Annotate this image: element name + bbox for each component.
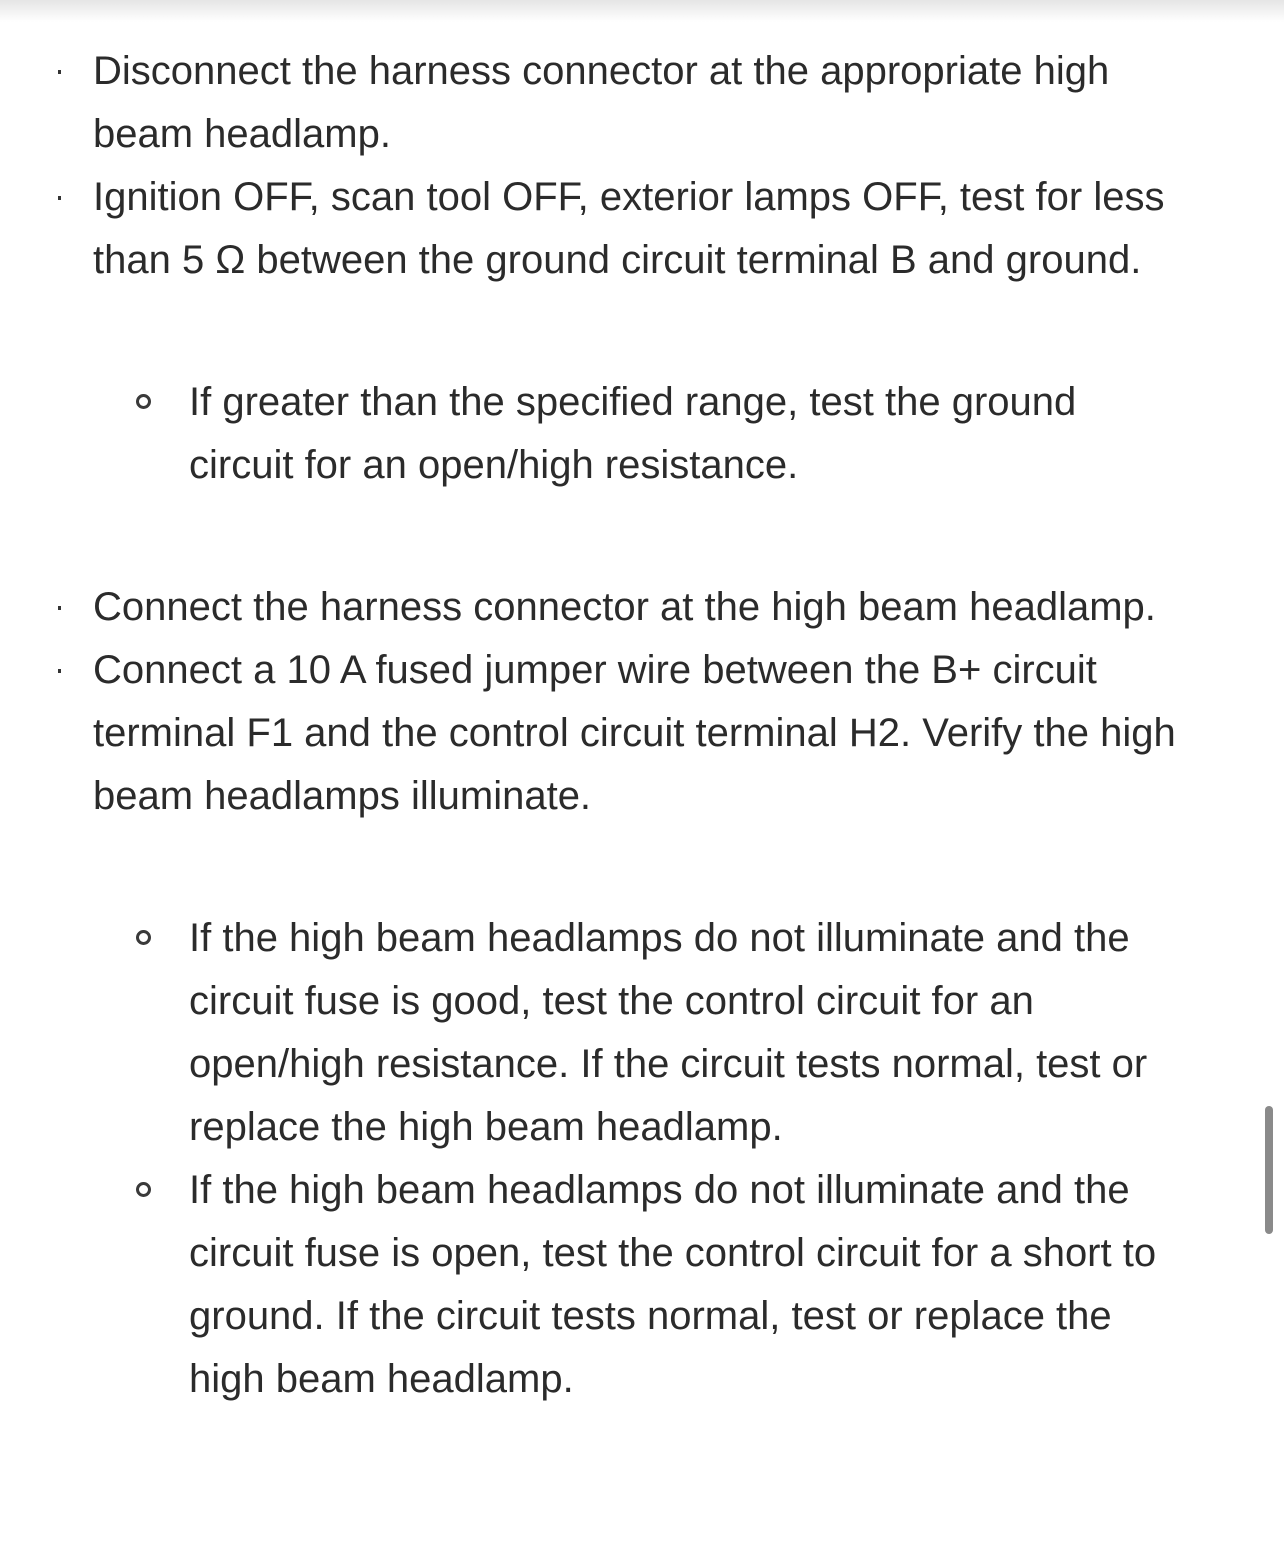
step-text: Connect a 10 A fused jumper wire between the B+ circuit terminal F1 and the control circuit terminal H2. Verify the high beam headlamps illuminate.	[93, 648, 1176, 818]
sub-list	[0, 828, 1284, 1490]
sub-text: If greater than the specified range, test the ground circuit for an open/high resistance.	[189, 380, 1077, 487]
step-bullet-icon	[58, 70, 61, 74]
step-bullet-icon	[58, 606, 61, 610]
sub-item	[0, 907, 1164, 1159]
scrollbar-thumb[interactable]	[1265, 1106, 1273, 1234]
step-item	[0, 40, 1183, 166]
sub-list	[0, 292, 1284, 576]
step-bullet-icon	[58, 669, 61, 673]
step-item	[0, 639, 1183, 828]
step-item	[0, 166, 1183, 292]
step-text: Ignition OFF, scan tool OFF, exterior lamps OFF, test for less than 5 Ω between the ground circuit terminal B and ground.	[93, 175, 1165, 282]
sub-item	[0, 1159, 1164, 1411]
sub-text: If the high beam headlamps do not illuminate and the circuit fuse is good, test the control circuit for an open/high resistance. If the circuit tests normal, test or replace the high beam headlamp.	[189, 916, 1148, 1149]
step-bullet-icon	[58, 196, 61, 200]
circle-bullet-icon	[136, 394, 151, 409]
sub-item	[0, 371, 1164, 497]
top-shadow	[0, 0, 1284, 22]
circle-bullet-icon	[136, 930, 151, 945]
step-text: Connect the harness connector at the high beam headlamp.	[93, 585, 1156, 629]
step-item	[0, 576, 1183, 639]
step-text: Disconnect the harness connector at the appropriate high beam headlamp.	[93, 49, 1110, 156]
sub-text: If the high beam headlamps do not illuminate and the circuit fuse is open, test the control circuit for a short to ground. If the circuit tests normal, test or replace the high beam headlamp.	[189, 1168, 1157, 1401]
procedure-content	[0, 40, 1284, 1490]
circle-bullet-icon	[136, 1182, 151, 1197]
